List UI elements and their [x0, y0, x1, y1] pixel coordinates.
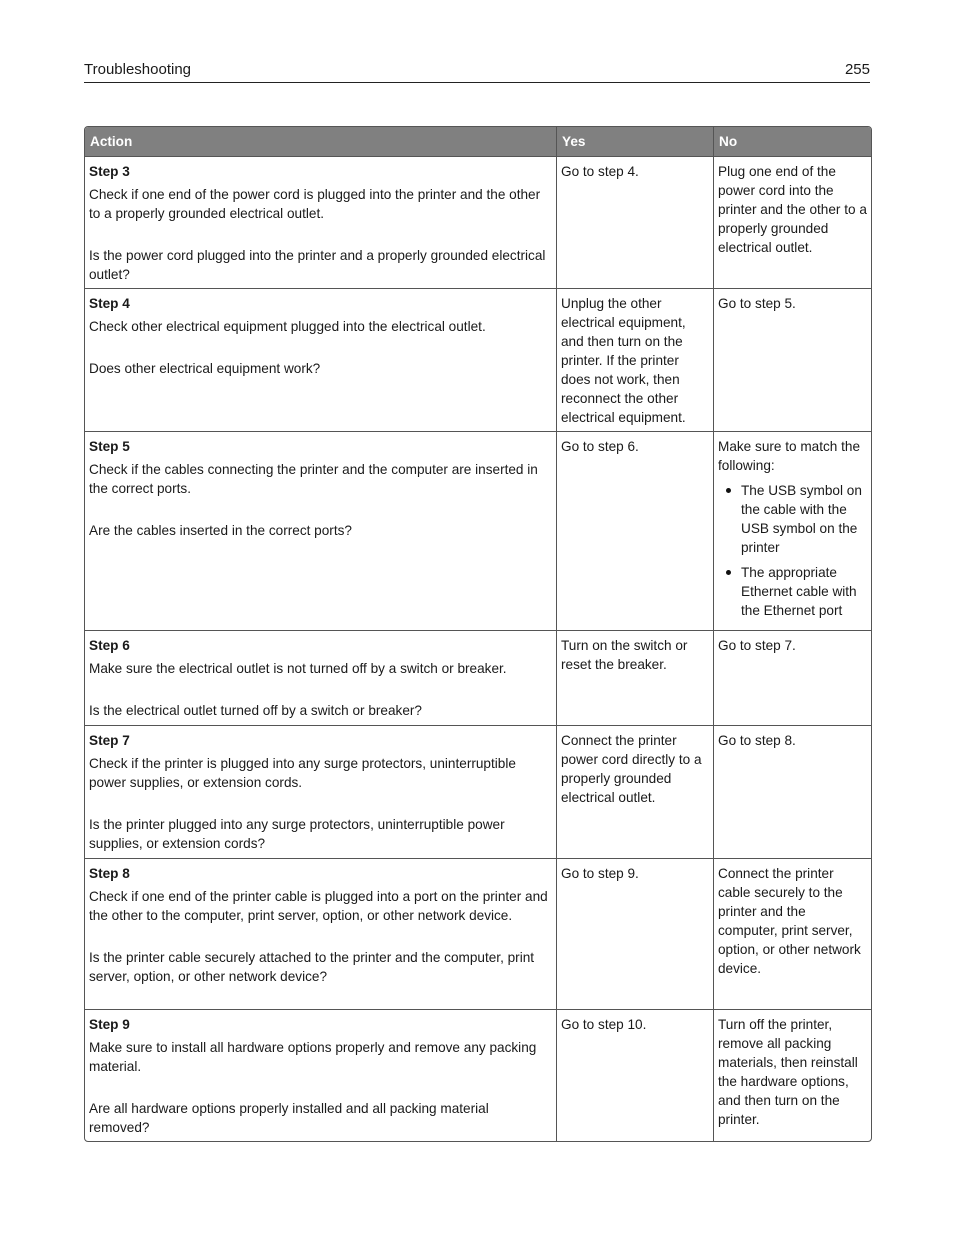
- yes-cell: Go to step 6.: [556, 431, 713, 630]
- step-instruction: Check if the printer is plugged into any surge protectors, uninterruptible power supplies, or extension cords.: [89, 756, 516, 790]
- step-question: Is the printer cable securely attached to the printer and the computer, print server, option, or other network device?: [89, 950, 535, 984]
- table-row: [85, 1009, 871, 1141]
- no-intro-text: Make sure to match the following:: [718, 439, 861, 473]
- no-cell: Connect the printer cable securely to the printer and the computer, print server, option, or other network device.: [713, 858, 871, 1009]
- step-question: Is the power cord plugged into the printer and a properly grounded electrical outlet?: [89, 248, 546, 282]
- column-header-no: No: [713, 127, 871, 156]
- table-row: [85, 156, 871, 288]
- action-cell: [85, 1009, 556, 1141]
- no-cell: Go to step 5.: [713, 288, 871, 431]
- table-header-row: [85, 127, 871, 156]
- step-instruction: Make sure to install all hardware options properly and remove any packing material.: [89, 1040, 537, 1074]
- yes-cell: Go to step 9.: [556, 858, 713, 1009]
- step-question: Does other electrical equipment work?: [89, 361, 321, 376]
- step-title: Step 7: [89, 733, 130, 748]
- step-question: Is the printer plugged into any surge protectors, uninterruptible power supplies, or extension cords?: [89, 817, 505, 851]
- list-item: The appropriate Ethernet cable with the Ethernet port: [741, 563, 867, 620]
- table-row: [85, 858, 871, 1009]
- no-cell: Plug one end of the power cord into the printer and the other to a properly grounded electrical outlet.: [713, 156, 871, 288]
- step-title: Step 4: [89, 296, 130, 311]
- no-cell: Turn off the printer, remove all packing materials, then reinstall the hardware options, and then turn on the printer.: [713, 1009, 871, 1141]
- action-cell: [85, 156, 556, 288]
- list-item: The USB symbol on the cable with the USB symbol on the printer: [741, 481, 867, 557]
- table-row: [85, 431, 871, 630]
- table-row: [85, 725, 871, 858]
- section-title: Troubleshooting: [84, 61, 192, 78]
- step-instruction: Check if one end of the printer cable is plugged into a port on the printer and the other to the computer, print server, option, or other network device.: [89, 889, 548, 923]
- step-title: Step 8: [89, 866, 130, 881]
- step-instruction: Make sure the electrical outlet is not turned off by a switch or breaker.: [89, 661, 507, 676]
- step-title: Step 9: [89, 1017, 130, 1032]
- yes-cell: Connect the printer power cord directly to a properly grounded electrical outlet.: [556, 725, 713, 858]
- table-row: [85, 288, 871, 431]
- step-title: Step 6: [89, 638, 130, 653]
- step-instruction: Check if the cables connecting the printer and the computer are inserted in the correct ports.: [89, 462, 538, 496]
- no-cell: Go to step 7.: [713, 630, 871, 725]
- column-header-yes: Yes: [556, 127, 713, 156]
- action-cell: [85, 630, 556, 725]
- page-header: [84, 58, 870, 83]
- action-cell: [85, 858, 556, 1009]
- yes-cell: Go to step 4.: [556, 156, 713, 288]
- action-cell: [85, 431, 556, 630]
- troubleshooting-table: [84, 126, 872, 1142]
- step-question: Are all hardware options properly installed and all packing material removed?: [89, 1101, 489, 1135]
- yes-cell: Turn on the switch or reset the breaker.: [556, 630, 713, 725]
- column-header-action: Action: [85, 127, 556, 156]
- table-row: [85, 630, 871, 725]
- no-cell: Go to step 8.: [713, 725, 871, 858]
- step-title: Step 5: [89, 439, 130, 454]
- bullet-list: [718, 481, 867, 620]
- yes-cell: Unplug the other electrical equipment, and then turn on the printer. If the printer does not work, then reconnect the other electrical equipment.: [556, 288, 713, 431]
- no-cell: [713, 431, 871, 630]
- action-cell: [85, 725, 556, 858]
- page-number: 255: [844, 61, 870, 78]
- step-title: Step 3: [89, 164, 130, 179]
- step-instruction: Check if one end of the power cord is plugged into the printer and the other to a properly grounded electrical outlet.: [89, 187, 541, 221]
- action-cell: [85, 288, 556, 431]
- step-question: Are the cables inserted in the correct ports?: [89, 523, 352, 538]
- step-question: Is the electrical outlet turned off by a switch or breaker?: [89, 703, 422, 718]
- yes-cell: Go to step 10.: [556, 1009, 713, 1141]
- step-instruction: Check other electrical equipment plugged into the electrical outlet.: [89, 319, 486, 334]
